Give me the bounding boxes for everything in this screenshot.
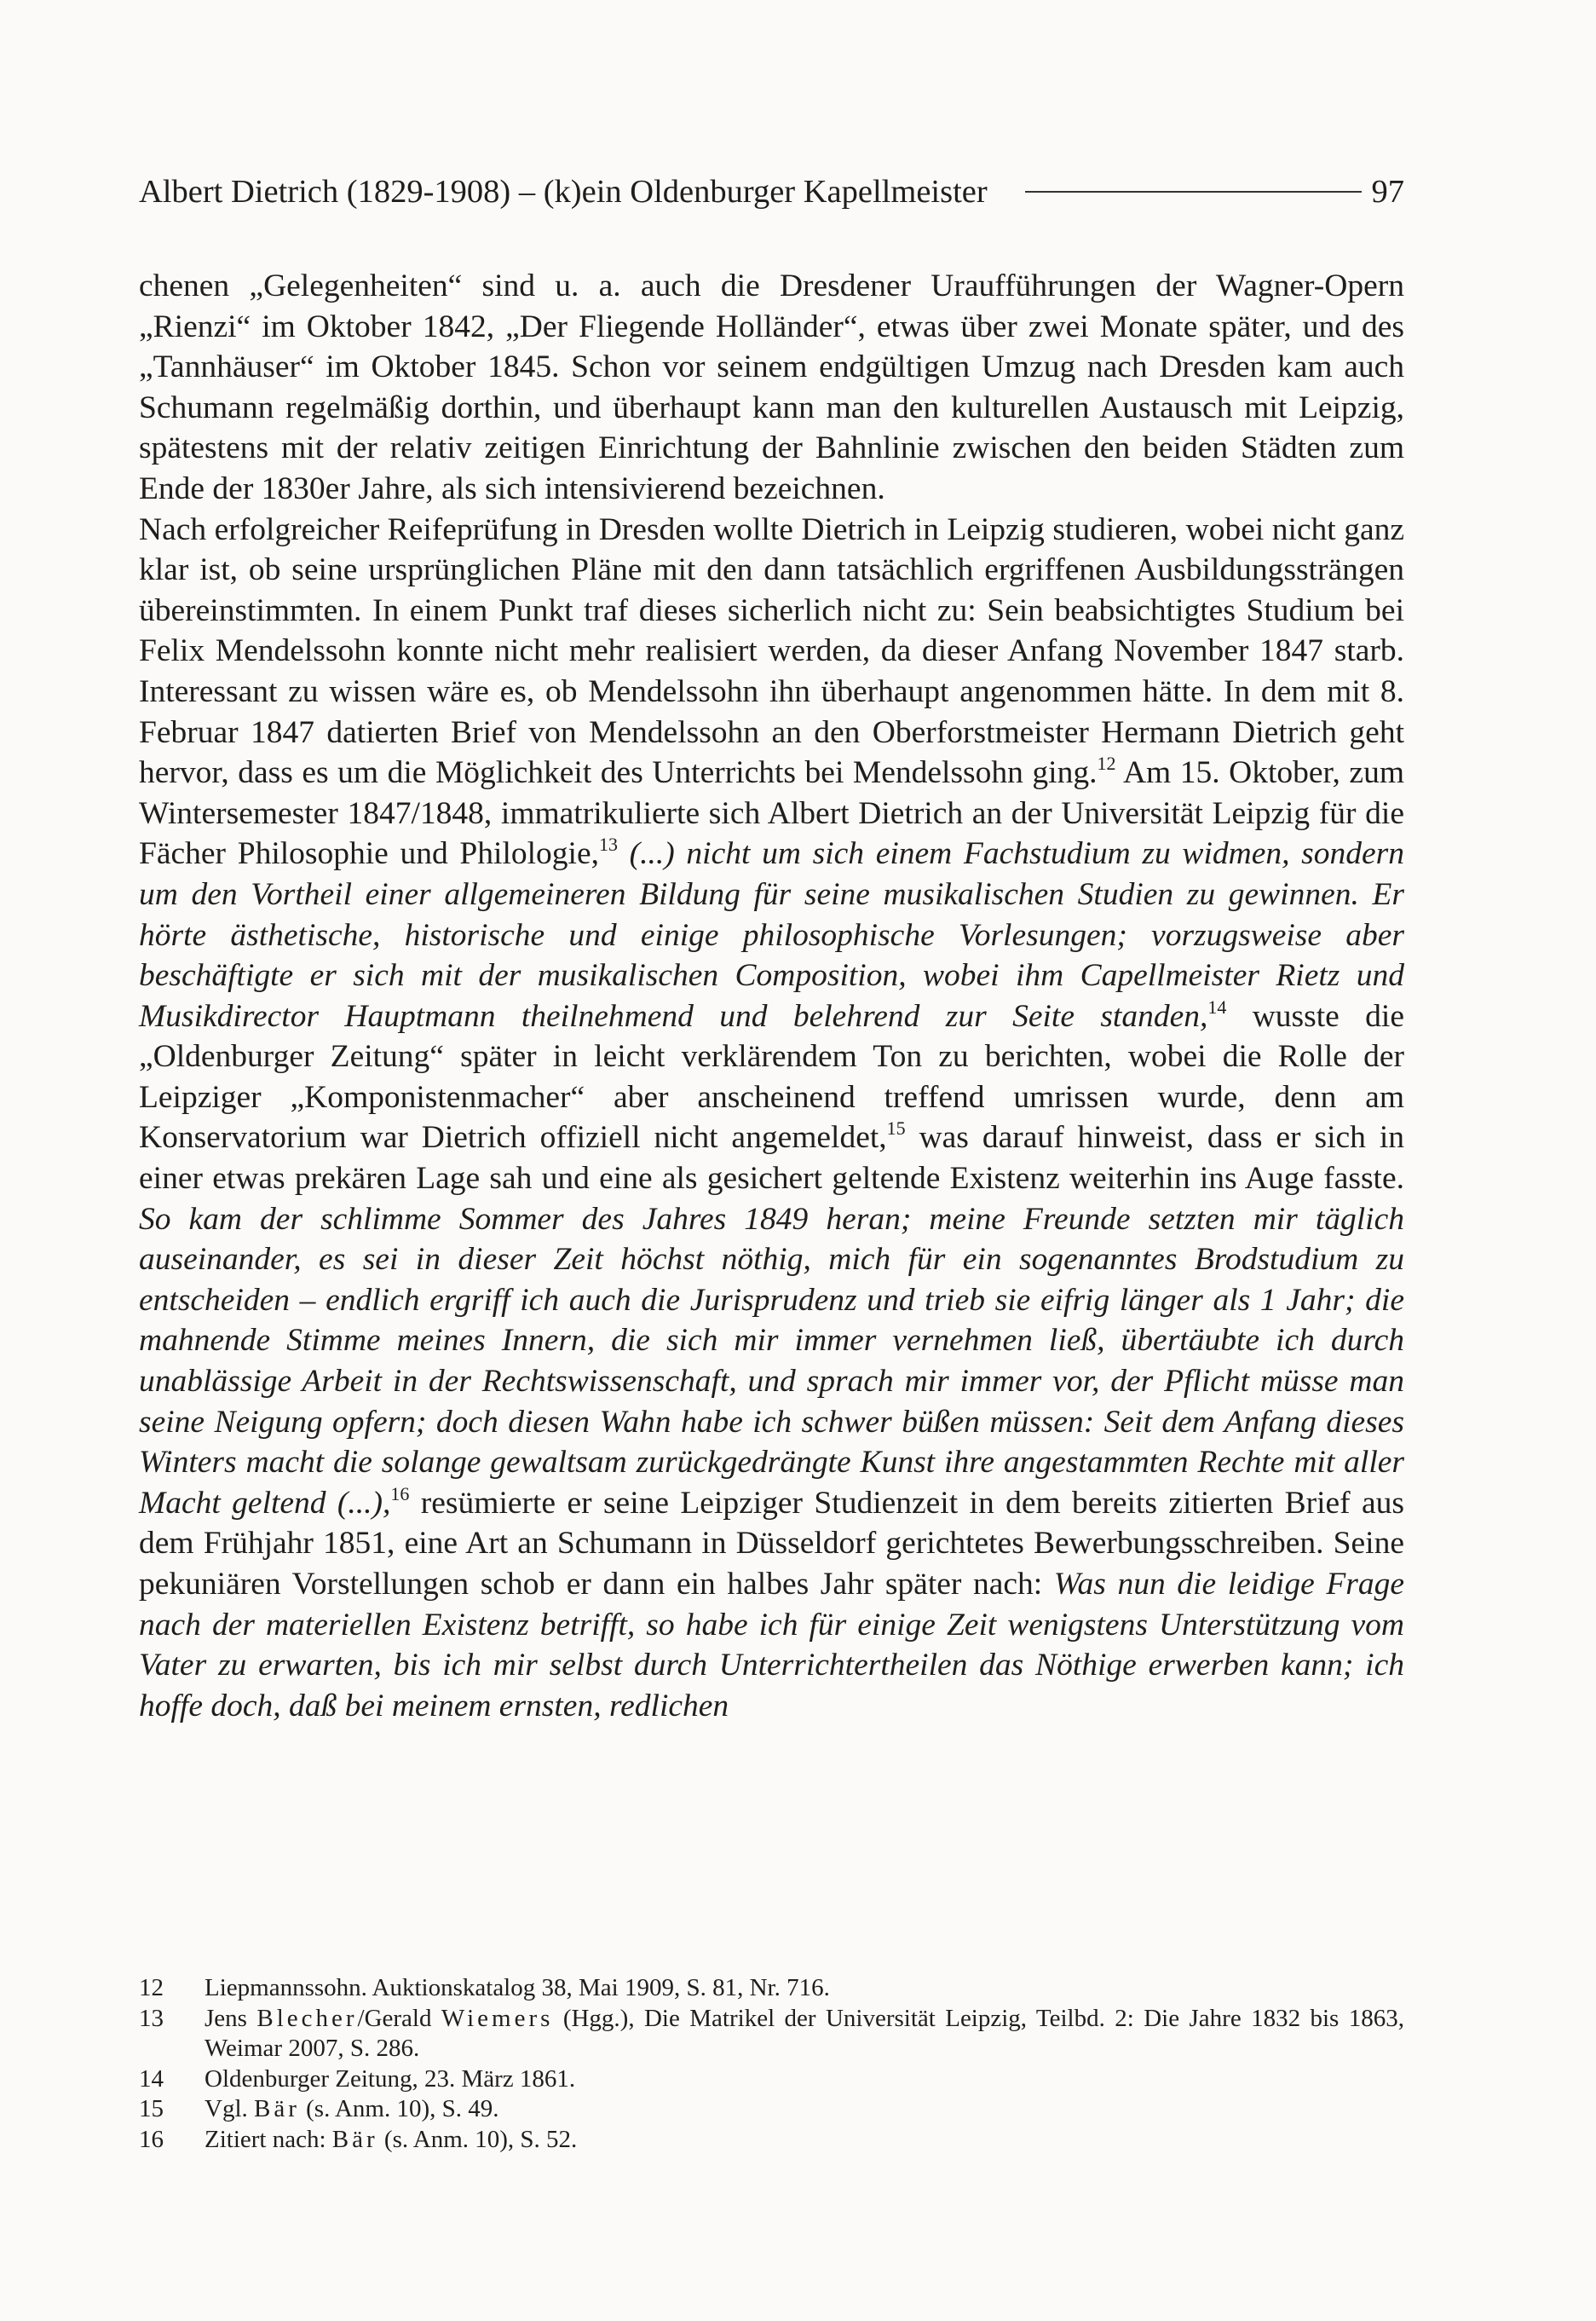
text-run: Nach erfolgreicher Reifeprüfung in Dresden wollte Dietrich in Leipzig studieren, wobei nicht ganz klar ist, ob seine ursprünglichen Pläne mit den dann tatsächlich ergriffenen Ausbildungssträngen übereinstimmten. In einem Punkt traf dieses sicherlich nicht zu: Sein beabsichtigtes Studium bei Felix Mendelssohn konnte nicht mehr realisiert werden, da dieser Anfang November 1847 starb. Interessant zu wissen wäre es, ob Mendelssohn ihn überhaupt angenommen hätte. In dem mit 8. Februar 1847 datierten Brief von Mendelssohn an den Oberforstmeister Hermann Dietrich geht hervor, dass es um die Möglichkeit des Unterrichts bei Mendelssohn ging. xyxy=(139,511,1404,791)
footnote xyxy=(139,2004,1404,2064)
footnote-text-run: Zitiert nach: xyxy=(205,2125,332,2153)
author-name: Wiemers xyxy=(441,2004,554,2032)
footnote-number: 14 xyxy=(139,2064,164,2093)
footnote-ref-13: 13 xyxy=(598,834,618,856)
text-run: Am 15. Oktober, zum Wintersemester 1847/1848, immatrikulierte sich Albert Dietrich an der Universität Leipzig für die Fächer Philosophie und Philologie, xyxy=(139,755,1404,872)
footnote-text xyxy=(205,2004,1404,2064)
footnotes xyxy=(139,1973,1404,2155)
footnote-ref-15: 15 xyxy=(886,1117,906,1140)
running-header xyxy=(139,170,1404,213)
footnote-number: 12 xyxy=(139,1974,164,2001)
footnote-number: 15 xyxy=(139,2095,164,2122)
quotation-italic: Was nun die leidige Frage nach der materiellen Existenz betrifft, so habe ich für einige Zeit wenigstens Unterstützung vom Vater zu erwarten, bis ich mir selbst durch Unterrichtertheilen das Nöthige erwerben kann; ich hoffe doch, daß bei meinem ernsten, redlichen xyxy=(139,1567,1404,1723)
footnote-text xyxy=(205,1973,1404,2004)
footnote-text-run: Jens xyxy=(205,2004,257,2032)
paragraph-1: chenen „Gelegenheiten“ sind u. a. auch die Dresdener Uraufführungen der Wagner-Opern „Rienzi“ im Oktober 1842, „Der Fliegende Holländer“, etwas über zwei Monate später, und des „Tannhäuser“ im Oktober 1845. Schon vor seinem endgültigen Umzug nach Dresden kam auch Schumann regelmäßig dorthin, und überhaupt kann man den kulturellen Austausch mit Leipzig, spätestens mit der relativ zeitigen Einrichtung der Bahnlinie zwischen den beiden Städten zum Ende der 1830er Jahre, als sich intensivierend bezeichnen. xyxy=(139,268,1404,506)
running-title: Albert Dietrich (1829-1908) – (k)ein Oldenburger Kapellmeister xyxy=(139,174,988,210)
author-name: Bär xyxy=(254,2095,300,2122)
footnote-text xyxy=(205,2064,1404,2095)
paragraph-2 xyxy=(139,510,1404,1727)
footnote-text-run: Liepmannssohn. Auktionskatalog 38, Mai 1909, S. 81, Nr. 716. xyxy=(205,1974,830,2001)
footnote-number: 13 xyxy=(139,2004,164,2032)
footnote xyxy=(139,2094,1404,2125)
footnote xyxy=(139,2125,1404,2156)
footnote-text-run: (s. Anm. 10), S. 49. xyxy=(299,2095,499,2122)
footnote-text-run: Vgl. xyxy=(205,2095,254,2122)
footnote-number: 16 xyxy=(139,2125,164,2153)
text-run: was darauf hinweist, dass er sich in einer etwas prekären Lage sah und eine als gesichert geltende Existenz weiterhin ins Auge fasste. xyxy=(139,1120,1404,1197)
page-number: 97 xyxy=(1371,174,1404,210)
text-run: wusste die „Oldenburger Zeitung“ später in leicht verklärendem Ton zu berichten, wobei die Rolle der Leipziger „Komponistenmacher“ aber anscheinend treffend umrissen wurde, denn am Konservatorium war Dietrich offiziell nicht angemeldet, xyxy=(139,998,1404,1156)
author-name: Blecher xyxy=(256,2004,358,2032)
footnote xyxy=(139,1973,1404,2004)
footnote-ref-14: 14 xyxy=(1207,996,1227,1018)
main-text xyxy=(139,266,1404,1726)
footnote-text xyxy=(205,2125,1404,2156)
footnote-text-run: (Hgg.), Die Matrikel der Universität Leipzig, Teilbd. 2: Die Jahre 1832 bis 1863, Weimar 2007, S. 286. xyxy=(205,2004,1404,2062)
footnote-text-run: (s. Anm. 10), S. 52. xyxy=(377,2125,578,2153)
footnote-text-run: /Gerald xyxy=(357,2004,441,2032)
footnote-ref-16: 16 xyxy=(390,1482,410,1504)
footnote xyxy=(139,2064,1404,2095)
footnote-ref-12: 12 xyxy=(1097,753,1116,775)
header-rule xyxy=(1025,191,1362,193)
author-name: Bär xyxy=(331,2125,378,2153)
text-run: resümierte er seine Leipziger Studienzeit in dem bereits zitierten Brief aus dem Frühjahr 1851, eine Art an Schumann in Düsseldorf gerichtetes Bewerbungsschreiben. Seine pekuniären Vorstellungen schob er dann ein halbes Jahr später nach: xyxy=(139,1485,1404,1602)
quotation-italic: (...) nicht um sich einem Fachstudium zu widmen, sondern um den Vortheil einer allgemeineren Bildung für seine musikalischen Studien zu gewinnen. Er hörte ästhetische, historische und einige philosophische Vorlesungen; vorzugsweise aber beschäftigte er sich mit der musikalischen Composition, wobei ihm Capellmeister Rietz und Musikdirector Hauptmann theilnehmend und belehrend zur Seite standen, xyxy=(139,836,1404,1034)
footnote-text xyxy=(205,2094,1404,2125)
footnote-text-run: Oldenburger Zeitung, 23. März 1861. xyxy=(205,2064,576,2093)
quotation-italic: So kam der schlimme Sommer des Jahres 1849 heran; meine Freunde setzten mir täglich auseinander, es sei in dieser Zeit höchst nöthig, mich für ein sogenanntes Brodstudium zu entscheiden – endlich ergriff ich auch die Jurisprudenz und trieb sie eifrig länger als 1 Jahr; die mahnende Stimme meines Innern, die sich mir immer vernehmen ließ, übertäubte ich durch unablässige Arbeit in der Rechtswissenschaft, und sprach mir immer vor, der Pflicht müsse man seine Neigung opfern; doch diesen Wahn habe ich schwer büßen müssen: Seit dem Anfang dieses Winters macht die solange gewaltsam zurückgedrängte Kunst ihre angestammten Rechte mit aller Macht geltend (...), xyxy=(139,1201,1404,1521)
